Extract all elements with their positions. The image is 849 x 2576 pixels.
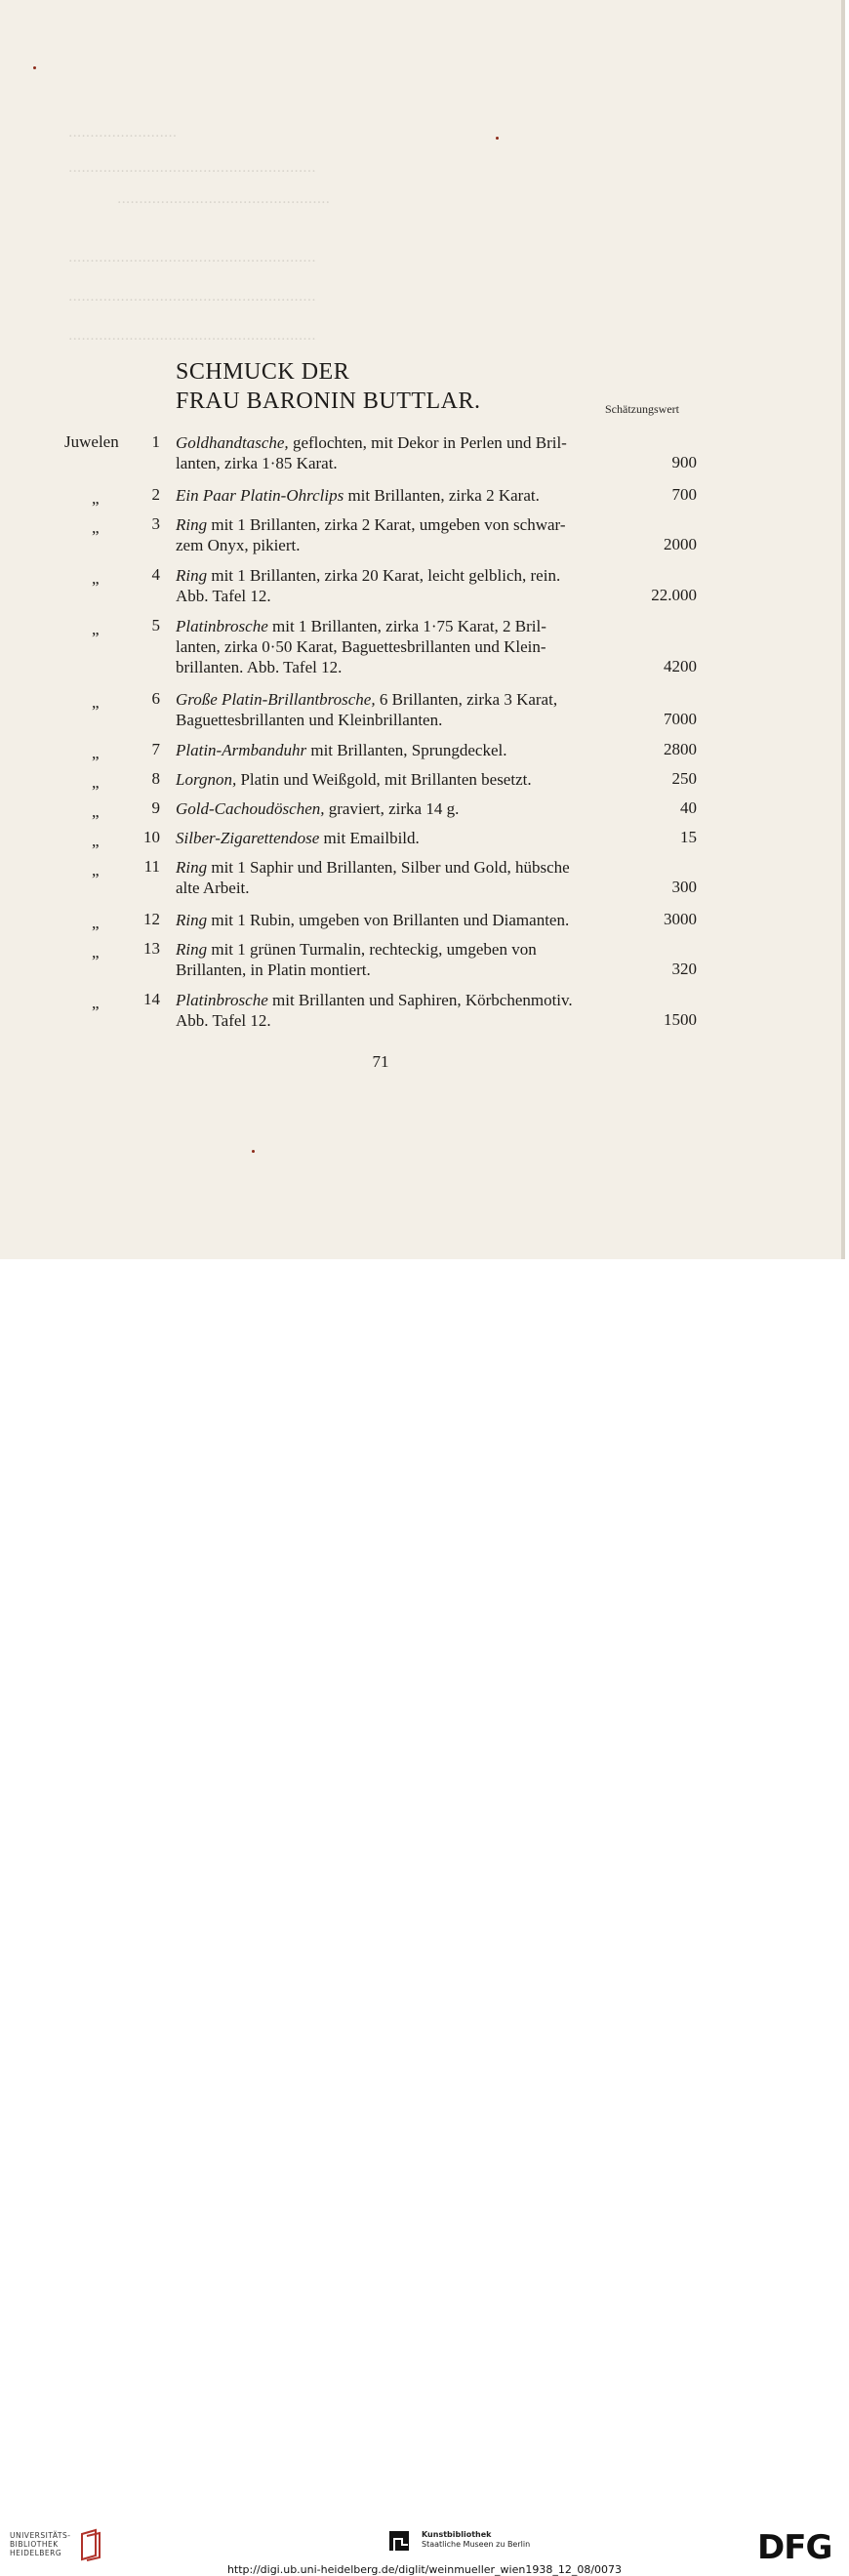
estimate-value: 3000 — [664, 910, 697, 928]
lot-title: Ring — [176, 858, 208, 877]
lot-number: 12 — [143, 910, 160, 928]
lot-description — [176, 689, 634, 730]
estimate-value: 900 — [671, 453, 697, 471]
lot-description — [176, 857, 634, 898]
lot-title: Ring — [176, 940, 208, 959]
section-title-line-1: SCHMUCK DER — [176, 359, 350, 385]
lot-title: Ring — [176, 515, 208, 534]
lot-description — [176, 514, 634, 555]
description-line: mit Brillanten, zirka 2 Karat. — [347, 486, 540, 505]
speck — [33, 66, 36, 69]
lot-number: 11 — [143, 857, 160, 876]
lot-number: 2 — [151, 485, 160, 504]
ditto-mark: „ — [92, 914, 100, 932]
lot-description — [176, 990, 634, 1031]
estimate-value: 2800 — [664, 740, 697, 758]
lot-title: Goldhandtasche, — [176, 433, 289, 452]
lot-number: 4 — [151, 565, 160, 584]
show-through: ························································· — [68, 254, 316, 269]
show-through: ························· — [68, 129, 178, 144]
estimate-value: 1500 — [664, 1010, 697, 1029]
ditto-mark: „ — [92, 832, 100, 850]
description-line: mit 1 Brillanten, zirka 20 Karat, leicht gelblich, rein. — [211, 566, 561, 585]
university-logo-icon — [78, 2528, 103, 2561]
description-line: mit 1 Rubin, umgeben von Brillanten und Diamanten. — [211, 911, 570, 929]
section-title-line-2: FRAU BARONIN BUTTLAR. — [176, 388, 481, 414]
lot-title: Große Platin-Brillantbrosche, — [176, 690, 376, 709]
ditto-mark: „ — [92, 569, 100, 588]
lot-title: Ring — [176, 911, 208, 929]
description-line: Abb. Tafel 12. — [176, 587, 271, 605]
lot-number: 6 — [151, 689, 160, 708]
lot-description — [176, 828, 634, 848]
dfg-logo: DFG — [757, 2528, 832, 2567]
lot-number: 1 — [151, 432, 160, 451]
lot-description — [176, 565, 634, 606]
ditto-mark: „ — [92, 773, 100, 792]
kunstbibliothek-label: Kunstbibliothek Staatliche Museen zu Berlin — [422, 2530, 531, 2549]
lot-description — [176, 740, 634, 760]
page-edge — [841, 0, 845, 1259]
description-line: mit 1 Brillanten, zirka 2 Karat, umgeben von schwar- — [211, 515, 566, 534]
description-line: 6 Brillanten, zirka 3 Karat, — [379, 690, 558, 709]
description-line: Abb. Tafel 12. — [176, 1011, 271, 1030]
estimate-value: 15 — [680, 828, 697, 846]
description-line: alte Arbeit. — [176, 879, 250, 897]
lot-number: 14 — [143, 990, 160, 1008]
estimate-value: 320 — [671, 960, 697, 978]
show-through: ················································· — [117, 195, 331, 211]
university-library-label: UNIVERSITÄTS- BIBLIOTHEK HEIDELBERG — [10, 2531, 71, 2557]
description-line: mit 1 Saphir und Brillanten, Silber und Gold, hübsche — [211, 858, 570, 877]
lot-title: Platinbrosche — [176, 617, 268, 635]
scanned-page — [0, 0, 845, 1259]
ditto-mark: „ — [92, 744, 100, 762]
lot-title: Platinbrosche — [176, 991, 268, 1009]
lot-number: 13 — [143, 939, 160, 958]
category-label: Juwelen — [64, 432, 119, 451]
show-through: ························································· — [68, 332, 316, 348]
show-through: ························································· — [68, 164, 316, 180]
estimate-value: 40 — [680, 798, 697, 817]
description-line: lanten, zirka 0·50 Karat, Baguettesbrillanten und Klein- — [176, 637, 546, 656]
lot-title: Ein Paar Platin-Ohrclips — [176, 486, 344, 505]
description-line: Baguettesbrillanten und Kleinbrillanten. — [176, 711, 443, 729]
ditto-mark: „ — [92, 518, 100, 537]
description-line: mit 1 Brillanten, zirka 1·75 Karat, 2 Bril- — [272, 617, 546, 635]
lot-number: 10 — [143, 828, 160, 846]
ditto-mark: „ — [92, 943, 100, 961]
page-number: 71 — [372, 1052, 389, 1071]
lot-title: Silber-Zigarettendose — [176, 829, 320, 847]
estimate-value: 2000 — [664, 535, 697, 553]
lot-description — [176, 485, 634, 506]
description-line: zem Onyx, pikiert. — [176, 536, 301, 554]
description-line: mit Emailbild. — [323, 829, 420, 847]
description-line: geflochten, mit Dekor in Perlen und Bril- — [292, 433, 567, 452]
estimate-column-label: Schätzungswert — [605, 402, 679, 416]
estimate-value: 250 — [671, 769, 697, 788]
lot-number: 5 — [151, 616, 160, 634]
lot-description — [176, 798, 634, 819]
lot-title: Lorgnon, — [176, 770, 237, 789]
show-through: ························································· — [68, 293, 316, 308]
estimate-value: 7000 — [664, 710, 697, 728]
description-line: Brillanten, in Platin montiert. — [176, 961, 371, 979]
ditto-mark: „ — [92, 861, 100, 879]
description-line: mit Brillanten, Sprungdeckel. — [310, 741, 507, 759]
lot-number: 9 — [151, 798, 160, 817]
kunstbibliothek-logo-icon — [388, 2529, 414, 2555]
ditto-mark: „ — [92, 693, 100, 712]
speck — [252, 1150, 255, 1153]
estimate-value: 22.000 — [651, 586, 697, 604]
ditto-mark: „ — [92, 994, 100, 1012]
description-line: mit Brillanten und Saphiren, Körbchenmotiv. — [272, 991, 573, 1009]
estimate-value: 4200 — [664, 657, 697, 675]
ditto-mark: „ — [92, 802, 100, 821]
description-line: graviert, zirka 14 g. — [328, 799, 460, 818]
lot-number: 3 — [151, 514, 160, 533]
lot-description — [176, 616, 634, 677]
lot-number: 7 — [151, 740, 160, 758]
lot-description — [176, 939, 634, 980]
lot-title: Ring — [176, 566, 208, 585]
description-line: Platin und Weißgold, mit Brillanten besetzt. — [240, 770, 532, 789]
speck — [496, 137, 499, 140]
footer-bar — [0, 1259, 849, 2576]
ditto-mark: „ — [92, 489, 100, 508]
estimate-value: 700 — [671, 485, 697, 504]
lot-number: 8 — [151, 769, 160, 788]
description-line: brillanten. Abb. Tafel 12. — [176, 658, 343, 676]
estimate-value: 300 — [671, 878, 697, 896]
description-line: lanten, zirka 1·85 Karat. — [176, 454, 338, 472]
lot-description — [176, 432, 634, 473]
lot-description — [176, 910, 634, 930]
source-url[interactable]: http://digi.ub.uni-heidelberg.de/diglit/weinmueller_wien1938_12_08/0073 — [226, 2563, 623, 2576]
ditto-mark: „ — [92, 620, 100, 638]
lot-title: Platin-Armbanduhr — [176, 741, 307, 759]
description-line: mit 1 grünen Turmalin, rechteckig, umgeben von — [211, 940, 537, 959]
lot-description — [176, 769, 634, 790]
lot-title: Gold-Cachoudöschen, — [176, 799, 325, 818]
